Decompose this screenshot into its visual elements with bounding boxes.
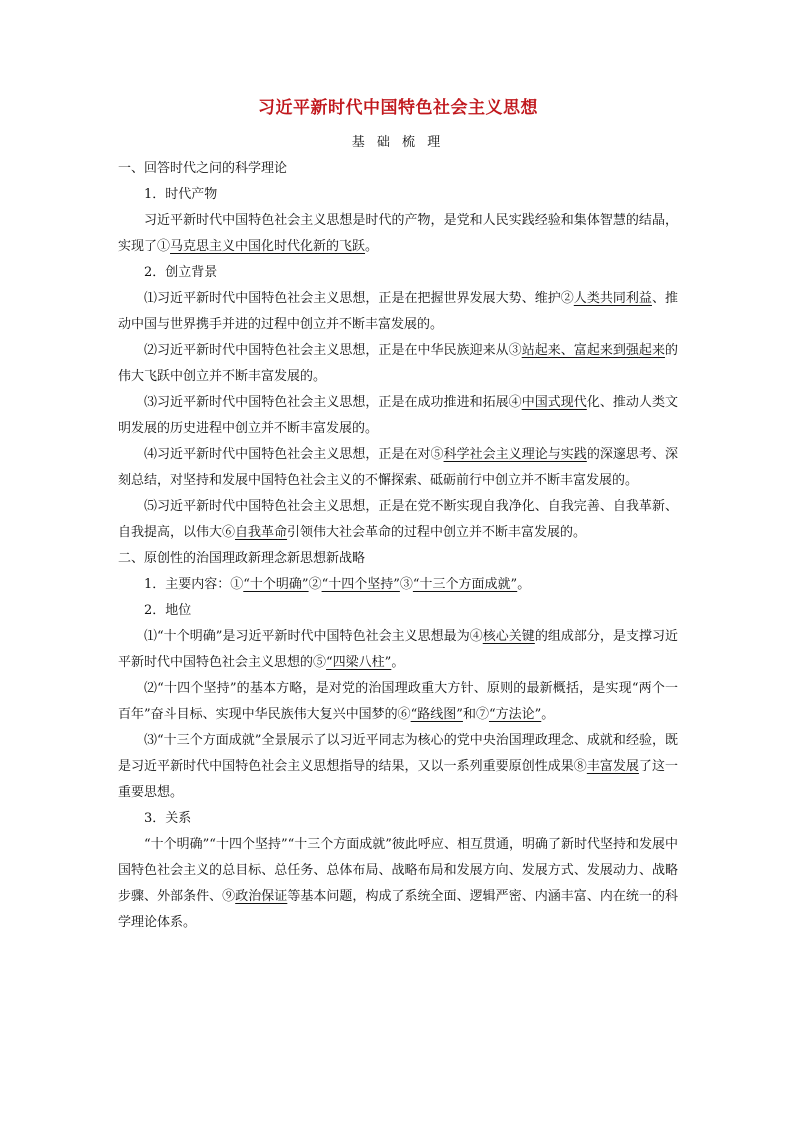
paragraph-background-1: ⑴习近平新时代中国特色社会主义思想，正是在把握世界发展大势、维护②人类共同利益、推动中国与世界携手并进的过程中创立并不断丰富发展的。 — [118, 291, 678, 332]
paragraph-background-2: ⑵习近平新时代中国特色社会主义思想，正是在中华民族迎来从③站起来、富起来到强起来的伟大飞跃中创立并不断丰富发展的。 — [118, 343, 678, 384]
answer-blank-3: 站起来、富起来到强起来 — [521, 343, 665, 358]
answer-blank-methodology: “方法论” — [488, 707, 542, 722]
paragraph-background-5: ⑸习近平新时代中国特色社会主义思想，正是在党不断实现自我净化、自我完善、自我革新、自我提高，以伟大⑥自我革命引领伟大社会革命的过程中创立并不断丰富发展的。 — [118, 499, 678, 540]
main-content-line: 1．主要内容：①“十个明确”②“十四个坚持”③“十三个方面成就”。 — [144, 577, 531, 592]
paragraph-status-2: ⑵“十四个坚持”的基本方略，是对党的治国理政重大方针、原则的最新概括，是实现“两个一百年”奋斗目标、实现中华民族伟大复兴中国梦的⑥“路线图”和⑦“方法论”。 — [118, 681, 678, 722]
answer-blank-4: 中国式现代 — [521, 395, 587, 410]
paragraph-status-1: ⑴“十个明确”是习近平新时代中国特色社会主义思想最为④核心关键的组成部分，是支撑习近平新时代中国特色社会主义思想的⑤“四梁八柱”。 — [118, 629, 678, 670]
paragraph-status-3: ⑶“十三个方面成就”全景展示了以习近平同志为核心的党中央治国理政理念、成就和经验，既是习近平新时代中国特色社会主义思想指导的结果，又以一系列重要原创性成果⑧丰富发展了这一重要思想。 — [118, 733, 678, 800]
answer-blank-1: 马克思主义中国化时代化新的飞跃 — [170, 239, 366, 254]
subsection-heading-relation: 3．关系 — [144, 811, 192, 826]
section-heading-2: 二、原创性的治国理政新理念新思想新战略 — [118, 551, 366, 566]
paragraph-background-4: ⑷习近平新时代中国特色社会主义思想，正是在对⑤科学社会主义理论与实践的深邃思考、深刻总结，对坚持和发展中国特色社会主义的不懈探索、砥砺前行中创立并不断丰富发展的。 — [118, 447, 678, 488]
document-page — [118, 96, 678, 936]
answer-blank-thirteen-achievements: “十三个方面成就” — [412, 577, 518, 592]
answer-blank-roadmap: “路线图” — [410, 707, 463, 722]
subsection-heading-background: 2．创立背景 — [144, 265, 218, 280]
answer-blank-enrich: 丰富发展 — [586, 759, 639, 774]
answer-blank-2: 人类共同利益 — [573, 291, 652, 306]
subsection-heading-era-product: 1．时代产物 — [144, 187, 218, 202]
paragraph-background-3: ⑶习近平新时代中国特色社会主义思想，正是在成功推进和拓展④中国式现代化、推动人类文明发展的历史进程中创立并不断丰富发展的。 — [118, 395, 678, 436]
answer-blank-ten-clarifications: “十个明确” — [243, 577, 309, 592]
document-title: 习近平新时代中国特色社会主义思想 — [258, 98, 538, 118]
answer-blank-fourteen-adherences: “十四个坚持” — [321, 577, 400, 592]
answer-blank-5: 科学社会主义理论与实践 — [443, 447, 587, 462]
paragraph-relation: “十个明确”“十四个坚持”“十三个方面成就”彼此呼应、相互贯通，明确了新时代坚持和发展中国特色社会主义的总目标、总任务、总体布局、战略布局和发展方向、发展方式、发展动力、战略步骤、外部条件、⑨政治保证等基本问题，构成了系统全面、逻辑严密、内涵丰富、内在统一的科学理论体系。 — [118, 837, 678, 930]
answer-blank-6: 自我革命 — [235, 525, 288, 540]
subsection-heading-status: 2．地位 — [144, 603, 192, 618]
answer-blank-pillars: “四梁八柱” — [326, 655, 392, 670]
section-heading-1: 一、回答时代之问的科学理论 — [118, 161, 288, 176]
answer-blank-core: 核心关键 — [482, 629, 535, 644]
answer-blank-political-guarantee: 政治保证 — [235, 889, 288, 904]
paragraph-era-product: 习近平新时代中国特色社会主义思想是时代的产物，是党和人民实践经验和集体智慧的结晶，实现了①马克思主义中国化时代化新的飞跃。 — [118, 213, 678, 254]
section-subtitle: 基 础 梳 理 — [351, 135, 445, 150]
